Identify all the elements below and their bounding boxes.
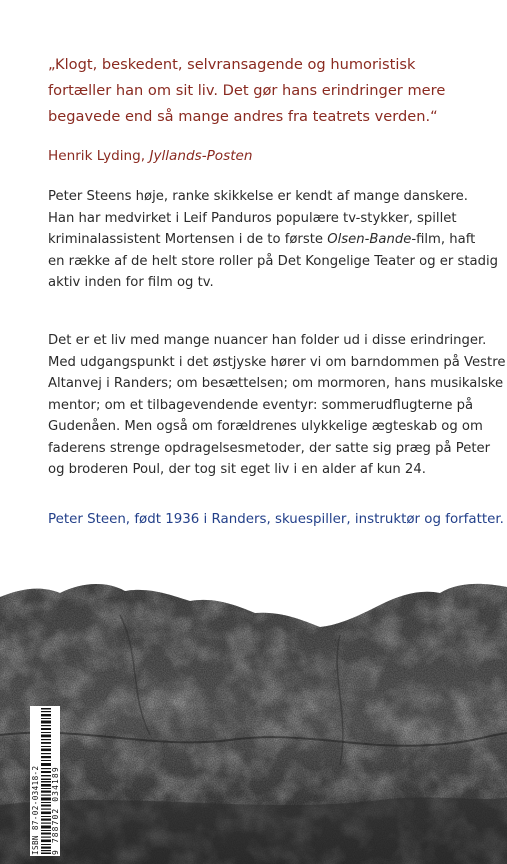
paragraph-line: Det er et liv med mange nuancer han folder ud i disse erindringer. — [48, 333, 487, 348]
paragraph-line: en række af de helt store roller på Det Kongelige Teater og er stadig — [48, 253, 499, 269]
quote-line: „Klogt, beskedent, selvransagende og humoristisk — [48, 56, 416, 73]
paragraph-line — [48, 229, 488, 251]
line-text: kriminalassistent Mortensen i de to første — [48, 232, 328, 247]
paragraph-line: Peter Steens høje, ranke skikkelse er kendt af mange danskere. — [48, 189, 468, 204]
memoir-paragraph — [48, 330, 506, 481]
paragraph-line: Altanvej i Randers; om besættelsen; om mormoren, hans musikalske — [48, 376, 504, 391]
film-title: Olsen-Bande — [327, 232, 412, 247]
paragraph-line: faderens strenge opdragelsesmetoder, der satte sig præg på Peter — [48, 440, 491, 456]
review-quote — [48, 52, 488, 130]
author-bio: Peter Steen, født 1936 i Randers, skuespiller, instruktør og forfatter. — [48, 512, 504, 527]
paragraph-line: Med udgangspunkt i det østjyske hører vi om barndommen på Vestre — [48, 354, 506, 370]
rock-landscape-photo — [0, 575, 507, 864]
quote-line: fortæller han om sit liv. Det gør hans erindringer mere — [48, 82, 446, 99]
paragraph-line: aktiv inden for film og tv. — [48, 275, 214, 290]
quote-author: Henrik Lyding, — [48, 148, 146, 164]
paragraph-line: mentor; om et tilbagevendende eventyr: sommerudflugterne på — [48, 397, 474, 413]
description-paragraph — [48, 186, 499, 294]
isbn-number: ISBN 87-02-03418-2 — [31, 765, 40, 855]
line-text: -film, haft — [411, 232, 476, 247]
paragraph-line: Gudenåen. Men også om forældrenes ulykkelige ægteskab og om — [48, 419, 483, 434]
quote-line: begavede end så mange andres fra teatrets verden.“ — [48, 108, 438, 125]
quote-source: Jyllands-Posten — [149, 148, 253, 164]
quote-attribution — [48, 146, 253, 166]
paragraph-line: og broderen Poul, der tog sit eget liv i en alder af kun 24. — [48, 462, 426, 477]
barcode-bars — [41, 708, 51, 854]
ean-number: 9 788702 034189 — [51, 766, 60, 855]
barcode — [30, 706, 60, 856]
paragraph-line: Han har medvirket i Leif Panduros populære tv-stykker, spillet — [48, 210, 457, 226]
